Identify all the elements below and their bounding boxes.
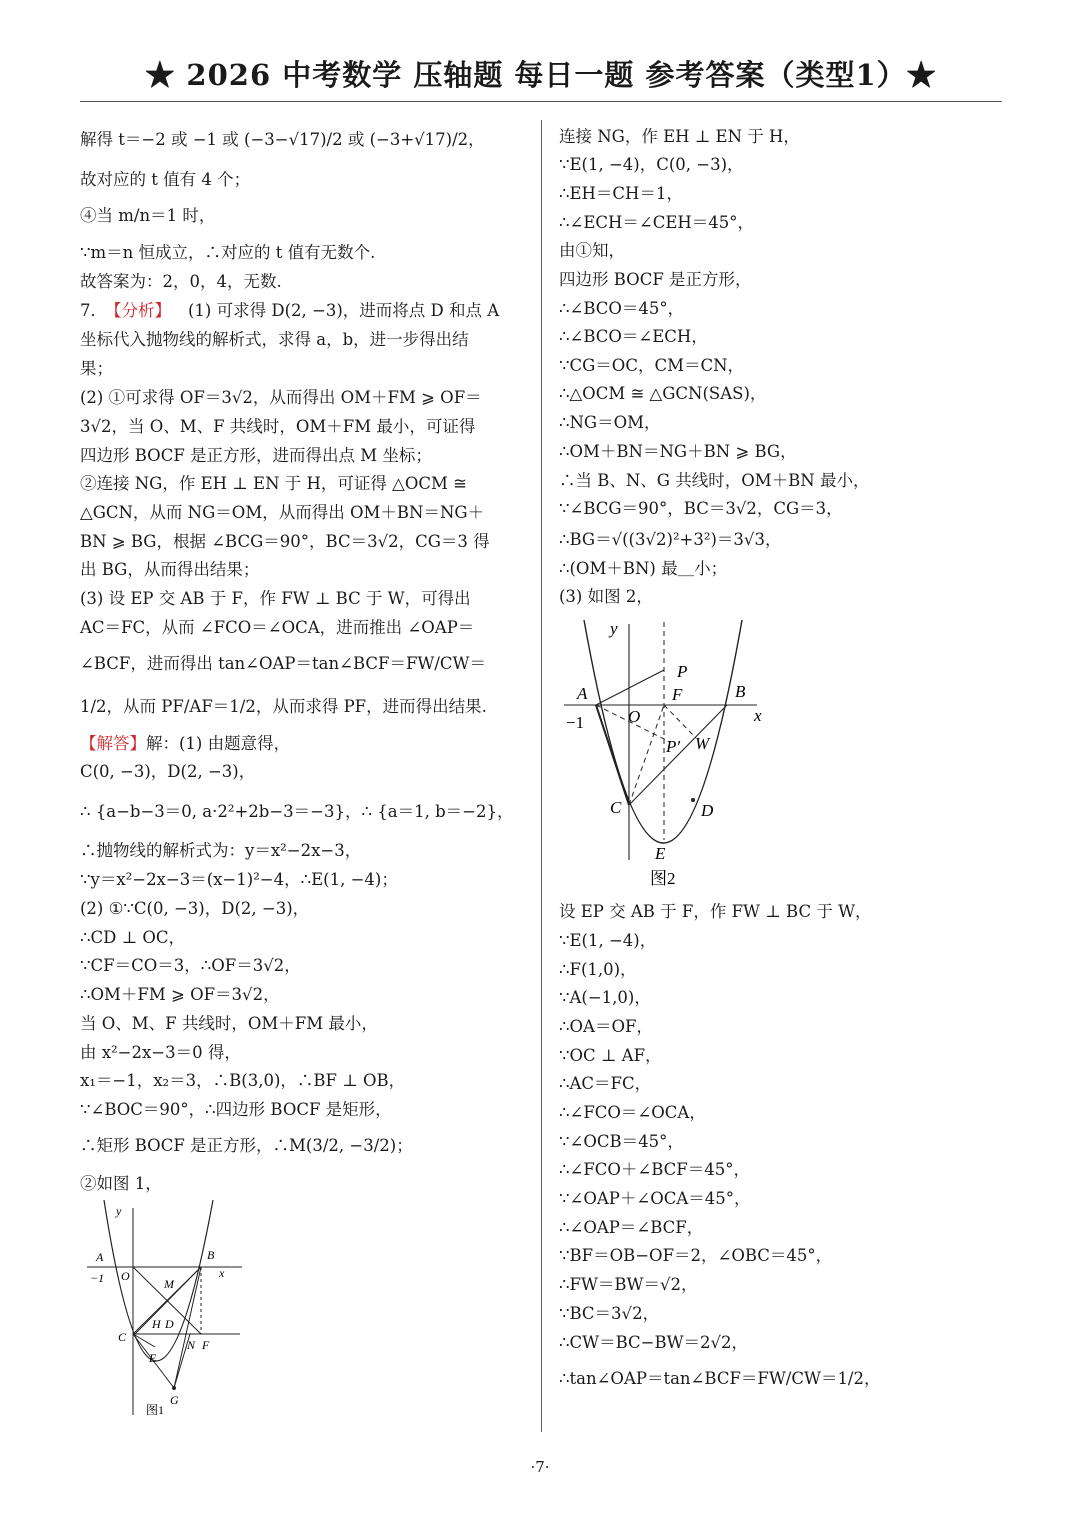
text-line: ∴∠ECH＝∠CEH＝45°，	[559, 213, 755, 232]
fig1-caption: 图1	[146, 1403, 165, 1417]
text-line: (1) 可求得 D(2, −3)，进而将点 D 和点 A	[188, 301, 500, 320]
column-divider	[541, 120, 542, 1432]
text-line: ∴AC＝FC，	[559, 1074, 652, 1093]
analysis-tag: 【分析】	[105, 301, 171, 320]
text-line: ∴OM＋FM ⩾ OF＝3√2，	[80, 985, 280, 1004]
fig1-label-x: x	[219, 1266, 225, 1280]
fig2-label-x: x	[754, 706, 762, 725]
text-line: 解：(1) 由题意得，	[146, 734, 291, 753]
fig2-label-p-prime: P′	[666, 737, 681, 756]
text-line: ∠BCF，进而得出 tan∠OAP＝tan∠BCF＝FW/CW＝	[80, 654, 487, 673]
text-line: ∵∠BCG＝90°，BC＝3√2，CG＝3，	[559, 499, 843, 518]
text-line: ∴CW＝BC−BW＝2√2，	[559, 1333, 749, 1352]
figure-1	[82, 1200, 252, 1420]
text-line: ∴∠BCO＝45°，	[559, 299, 685, 318]
text-line: ∴∠FCO＝∠OCA，	[559, 1103, 706, 1122]
fig1-label-m: M	[164, 1277, 174, 1291]
fig2-label-p: P	[677, 662, 688, 681]
fig1-label-a: A	[96, 1250, 104, 1264]
fig2-label-w: W	[695, 734, 710, 753]
text-line: ∵y＝x²−2x−3＝(x−1)²−4，∴E(1, −4)；	[80, 870, 398, 889]
figure-2	[562, 612, 772, 892]
line-fw	[664, 705, 696, 738]
fig1-label-e: E	[149, 1351, 157, 1365]
fig2-label-f: F	[672, 685, 683, 704]
text-line: ∵OC ⊥ AF，	[559, 1046, 662, 1065]
text-line: (2) ①∵C(0, −3)，D(2, −3)，	[80, 899, 310, 918]
text-line: 由①知，	[559, 241, 625, 260]
text-line: ②连接 NG，作 EH ⊥ EN 于 H，可证得 △OCM ≅	[80, 474, 467, 493]
text-line: ∴tan∠OAP＝tan∠BCF＝FW/CW＝1/2，	[559, 1369, 881, 1388]
text-line: ∴FW＝BW＝√2，	[559, 1275, 698, 1294]
fig2-label-a: A	[577, 684, 588, 703]
text-line: 1/2，从而 PF/AF＝1/2，从而求得 PF，进而得出结果.	[80, 697, 487, 716]
text-line: (3) 设 EP 交 AB 于 F，作 FW ⊥ BC 于 W，可得出	[80, 589, 471, 608]
text-line: ∵A(−1,0)，	[559, 988, 651, 1007]
text-line: ∴∠FCO＋∠BCF＝45°，	[559, 1160, 750, 1179]
text-line: ∵BC＝3√2，	[559, 1304, 660, 1323]
text-line: 故对应的 t 值有 4 个；	[80, 170, 251, 189]
text-line: ∵CF＝CO＝3，∴OF＝3√2，	[80, 956, 301, 975]
fig2-caption: 图2	[650, 869, 676, 888]
text-line: ∵m＝n 恒成立，∴对应的 t 值有无数个.	[80, 243, 376, 262]
text-line: (3) 如图 2，	[559, 587, 653, 606]
text-line: ②如图 1，	[80, 1174, 162, 1193]
text-line: ∴F(1,0)，	[559, 960, 637, 979]
text-line: 由 x²−2x−3＝0 得，	[80, 1043, 241, 1062]
text-line: ∴EH＝CH＝1，	[559, 184, 683, 203]
text-line: 出 BG，从而得出结果；	[80, 560, 260, 579]
text-line: 四边形 BOCF 是正方形，	[559, 270, 752, 289]
text-line: ∵E(1, −4)，	[559, 931, 657, 950]
fig2-label-neg1: −1	[566, 713, 585, 732]
text-line: 3√2，当 O、M、F 共线时，OM＋FM 最小，可证得	[80, 417, 476, 436]
text-line: ∵∠OAP＋∠OCA＝45°，	[559, 1189, 751, 1208]
fig1-label-n: N	[187, 1338, 196, 1352]
text-line: ∵∠OCB＝45°，	[559, 1132, 684, 1151]
text-line: ∴∠OAP＝∠BCF，	[559, 1218, 704, 1237]
line-ac	[596, 705, 629, 805]
text-line: △GCN，从而 NG＝OM，从而得出 OM＋BN＝NG＋	[80, 503, 485, 522]
text-line: C(0, −3)，D(2, −3)，	[80, 762, 256, 781]
problem-number: 7．	[80, 301, 107, 320]
text-line: x₁＝−1，x₂＝3，∴B(3,0)，∴BF ⊥ OB，	[80, 1071, 406, 1090]
fig2-label-b: B	[735, 682, 746, 701]
text-line: ∴抛物线的解析式为：y＝x²−2x−3，	[80, 841, 362, 860]
point-g-dot	[172, 1386, 176, 1390]
text-line: BN ⩾ BG，根据 ∠BCG＝90°，BC＝3√2，CG＝3 得	[80, 532, 490, 551]
fig2-label-c: C	[610, 798, 622, 817]
text-line: ∵∠BOC＝90°，∴四边形 BOCF 是矩形，	[80, 1100, 392, 1119]
fig1-label-g: G	[170, 1393, 179, 1407]
fig1-label-b: B	[207, 1248, 215, 1262]
text-line: AC＝FC，从而 ∠FCO＝∠OCA，进而推出 ∠OAP＝	[80, 618, 475, 637]
fig1-label-h: H	[152, 1317, 161, 1331]
page-header: ★ 2026 中考数学 压轴题 每日一题 参考答案（类型1）★	[145, 58, 937, 92]
text-line: ∴∠BCO＝∠ECH，	[559, 327, 708, 346]
text-line: ∴△OCM ≅ △GCN(SAS)，	[559, 384, 767, 403]
text-line: ∴ {a−b−3＝0, a·2²+2b−3＝−3}，∴ {a＝1, b＝−2}，	[80, 802, 514, 821]
text-line: ∵CG＝OC，CM＝CN，	[559, 356, 745, 375]
line-ce	[133, 1334, 155, 1347]
fig1-label-f: F	[202, 1338, 210, 1352]
text-line: ④当 m/n＝1 时，	[80, 206, 216, 225]
line-bg	[174, 1267, 201, 1388]
fig1-label-y: y	[116, 1204, 122, 1218]
fig2-label-y: y	[610, 619, 618, 638]
fig1-label-neg1: −1	[90, 1271, 105, 1285]
text-line: ∴OA＝OF，	[559, 1017, 653, 1036]
text-line: ∵E(1, −4)，C(0, −3)，	[559, 155, 744, 174]
line-ap	[596, 670, 664, 705]
text-line: ∴(OM＋BN) 最＿小；	[559, 559, 728, 578]
fig1-label-o: O	[121, 1269, 130, 1283]
text-line: ∴NG＝OM，	[559, 413, 661, 432]
text-line: ∴当 B、N、G 共线时，OM＋BN 最小，	[559, 471, 870, 490]
text-line: ∵BF＝OB−OF＝2，∠OBC＝45°，	[559, 1246, 833, 1265]
fig2-label-o: O	[628, 707, 641, 726]
text-line: ∴BG＝√((3√2)²+3²)＝3√3，	[559, 530, 782, 549]
text-line: 连接 NG，作 EH ⊥ EN 于 H，	[559, 127, 800, 146]
header-rule	[80, 101, 1002, 102]
parabola-curve	[584, 620, 742, 843]
solution-tag: 【解答】	[80, 734, 146, 753]
text-line: 解得 t＝−2 或 −1 或 (−3−√17)/2 或 (−3+√17)/2，	[80, 130, 485, 149]
text-line: 当 O、M、F 共线时，OM＋FM 最小，	[80, 1014, 378, 1033]
text-line: (2) ①可求得 OF＝3√2，从而得出 OM＋FM ⩾ OF＝	[80, 388, 482, 407]
fig1-label-c: C	[118, 1330, 127, 1344]
fig1-label-d: D	[165, 1317, 174, 1331]
text-line: 故答案为：2，0，4，无数.	[80, 272, 282, 291]
fig2-label-d: D	[701, 801, 714, 820]
point-d-dot	[691, 798, 695, 802]
text-line: 果；	[80, 359, 113, 378]
page-number: ·7·	[530, 1458, 550, 1476]
text-line: ∴矩形 BOCF 是正方形，∴M(3/2, −3/2)；	[80, 1136, 413, 1155]
text-line: 坐标代入抛物线的解析式，求得 a，b，进一步得出结	[80, 330, 469, 349]
fig2-label-e: E	[655, 844, 666, 863]
text-line: 四边形 BOCF 是正方形，进而得出点 M 坐标；	[80, 446, 432, 465]
text-line: ∴CD ⊥ OC，	[80, 928, 186, 947]
text-line: ∴OM＋BN＝NG＋BN ⩾ BG，	[559, 442, 797, 461]
text-line: 设 EP 交 AB 于 F，作 FW ⊥ BC 于 W，	[559, 902, 872, 921]
